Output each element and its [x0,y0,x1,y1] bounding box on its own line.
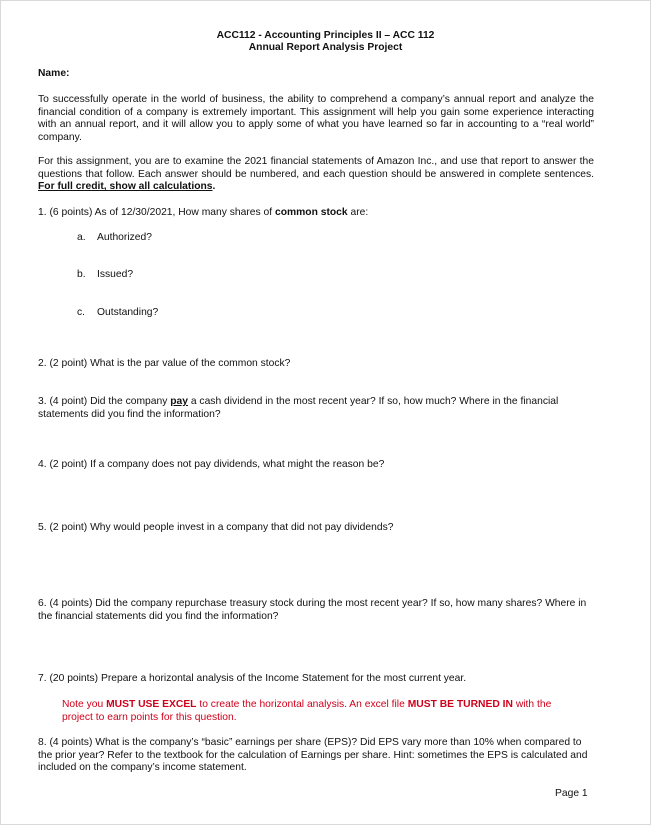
question-1-text-b: are: [347,207,369,218]
question-4: 4. (2 point) If a company does not pay dividends, what might the reason be? [38,459,385,470]
excel-note [62,699,582,724]
full-credit-emphasis: For full credit, show all calculations [38,181,213,193]
question-3-emphasis: pay [170,396,188,407]
question-1b-text: Issued? [97,269,134,280]
question-1c-label: c. [77,307,86,318]
question-1a-text: Authorized? [97,232,152,243]
question-1-bold: common stock [274,207,348,218]
question-7: 7. (20 points) Prepare a horizontal analysis of the Income Statement for the most current year. [38,673,467,684]
excel-note-text-2: to create the horizontal analysis. An excel file [196,699,408,710]
question-1a-label: a. [77,232,86,243]
document-subtitle: Annual Report Analysis Project [248,42,403,53]
document-title: ACC112 - Accounting Principles II – ACC 112 [216,30,435,41]
question-2: 2. (2 point) What is the par value of the common stock? [38,358,291,369]
intro-paragraph-2: For this assignment, you are to examine the 2021 financial statements of Amazon Inc., and use that report to answer the questions that follow. Each answer should be numbered, and each question should be answered in complete sentences. For full credit, show all calculations. [38,156,594,193]
question-3-text-a: 3. (4 point) Did the company [38,396,171,407]
question-1a [77,232,152,245]
name-label: Name: [38,68,70,79]
question-5: 5. (2 point) Why would people invest in a company that did not pay dividends? [38,522,394,533]
question-3-text-b: a cash dividend in the most recent year? If so, how much? Where in the financial statements did you find the information? [38,396,559,420]
excel-note-bold-2: MUST BE TURNED IN [407,699,513,710]
question-8: 8. (4 points) What is the company’s “basic” earnings per share (EPS)? Did EPS vary more than 10% when compared to the prior year? Refer to the textbook for the calculation of Earnings per share. Hint: sometimes the EPS is calculated and included on the company’s income statement. [38,737,588,774]
page-number: Page 1 [555,788,588,799]
question-1b-label: b. [77,269,86,280]
intro-paragraph-1: To successfully operate in the world of business, the ability to comprehend a company’s annual report and analyze the financial condition of a company is extremely important. This assignment will help you gain some experience interacting with an annual report, and it will allow you to apply some of what you have learned so far in accounting to a “real world” company. [38,94,594,143]
question-1c-text: Outstanding? [97,307,159,318]
excel-note-text-3: with the project to earn points for this question. [62,699,552,723]
excel-note-bold-1: MUST USE EXCEL [106,699,197,710]
intro-paragraph-2-text: For this assignment, you are to examine the 2021 financial statements of Amazon Inc., and use that report to answer the questions that follow. Each answer should be numbered, and each question should be answered in complete sentences. [38,156,594,180]
question-3 [38,396,594,421]
question-1c [77,307,158,320]
question-1b [77,269,133,282]
question-1 [38,207,594,220]
excel-note-text-1: Note you [62,699,107,710]
question-1-text-a: 1. (6 points) As of 12/30/2021, How many shares of [38,207,275,218]
question-6: 6. (4 points) Did the company repurchase treasury stock during the most recent year? If so, how many shares? Where in the financial statements did you find the information? [38,598,587,622]
